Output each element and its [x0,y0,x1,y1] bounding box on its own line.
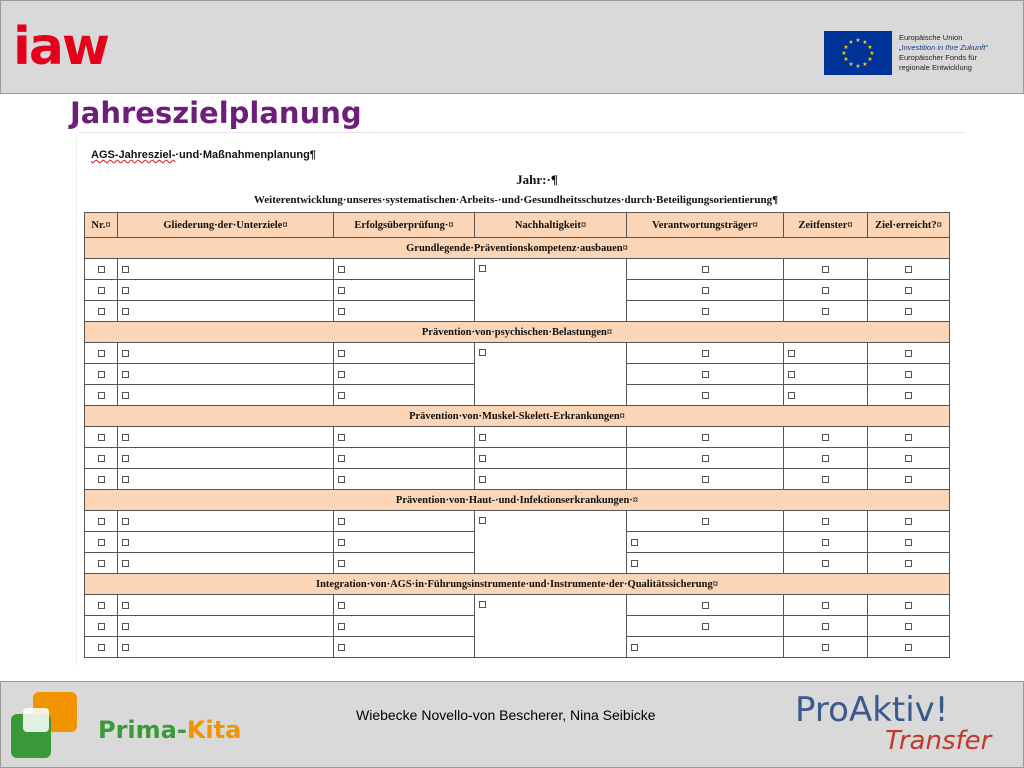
cell-marker [98,539,105,546]
year-label: Jahr:·¶ [516,172,558,187]
footer-authors: Wiebecke Novello-von Bescherer, Nina Seibicke [356,707,656,723]
table-cell [627,280,784,301]
cell-marker [98,287,105,294]
table-cell [334,532,475,553]
table-cell [627,259,784,280]
cell-marker [905,266,912,273]
cell-marker [788,350,795,357]
table-cell [868,616,950,637]
table-cell [85,259,118,280]
svg-text:★: ★ [862,61,868,68]
eu-line: „Investition in Ihre Zukunft“ [899,43,988,52]
table-cell [868,427,950,448]
section-title: Prävention·von·psychischen·Belastungen¤ [85,322,950,343]
table-cell [627,637,784,658]
column-header: Ziel·erreicht?¤ [868,213,950,238]
cell-marker [905,518,912,525]
cell-marker [122,308,129,315]
cell-marker [98,602,105,609]
cell-marker [702,518,709,525]
table-cell [627,427,784,448]
section-row [85,406,950,427]
svg-text:★: ★ [867,56,873,63]
column-header: Nr.¤ [85,213,118,238]
table-cell [334,364,475,385]
table-cell [118,553,334,574]
heading-part: ·und·Maßnahmenplanung¶ [175,149,316,161]
cell-marker [338,434,345,441]
table-cell [868,469,950,490]
table-cell [868,553,950,574]
cell-marker [702,350,709,357]
column-header: Gliederung·der·Unterziele¤ [118,213,334,238]
table-cell [784,637,868,658]
table-cell [334,427,475,448]
cell-marker [338,539,345,546]
section-title: Grundlegende·Präventionskompetenz·ausbauen¤ [85,238,950,259]
column-header: Erfolgsüberprüfung·¤ [334,213,475,238]
table-cell [784,532,868,553]
header-bar [0,0,1024,94]
cell-marker [702,476,709,483]
table-cell [784,259,868,280]
cell-marker [122,371,129,378]
svg-text:★: ★ [862,39,868,46]
cell-marker [98,518,105,525]
cell-marker [702,623,709,630]
cell-marker [702,308,709,315]
cell-marker [822,266,829,273]
cell-marker [338,392,345,399]
table-cell [118,448,334,469]
column-header: Zeitfenster¤ [784,213,868,238]
iaw-logo: iaw [13,17,108,77]
table-cell [784,364,868,385]
table-cell [334,553,475,574]
cell-marker [905,455,912,462]
table-cell [85,343,118,364]
cell-marker [122,266,129,273]
cell-marker [122,623,129,630]
heading-part: AGS-Jahresziel- [91,149,176,161]
cell-marker [98,392,105,399]
cell-marker [905,434,912,441]
table-cell [85,532,118,553]
table-cell [627,595,784,616]
table-cell [784,427,868,448]
cell-marker [702,455,709,462]
table-row [85,595,950,616]
cell-marker [702,371,709,378]
cell-marker [338,308,345,315]
cell-marker [338,455,345,462]
cell-marker [98,308,105,315]
cell-marker [822,455,829,462]
cell-marker [822,560,829,567]
table-cell [627,553,784,574]
table-cell [118,385,334,406]
page-title: Jahreszielplanung [70,96,362,130]
table-row [85,259,950,280]
cell-marker [122,644,129,651]
cell-marker [822,539,829,546]
cell-marker [905,392,912,399]
table-cell [334,259,475,280]
cell-marker [98,266,105,273]
table-cell [85,427,118,448]
wordmark-part: Prima- [98,716,187,744]
table-cell [627,364,784,385]
table-cell [784,280,868,301]
column-header: Nachhaltigkeit¤ [475,213,627,238]
cell-marker [822,518,829,525]
svg-text:★: ★ [841,50,847,57]
cell-marker [338,371,345,378]
table-cell [627,469,784,490]
table-cell [85,616,118,637]
table-cell [334,637,475,658]
cell-marker [905,287,912,294]
table-cell [627,511,784,532]
table-cell [334,616,475,637]
svg-text:★: ★ [843,44,849,51]
table-cell [627,343,784,364]
table-cell [627,301,784,322]
cell-marker [702,287,709,294]
cell-marker [479,265,486,272]
section-row [85,490,950,511]
cell-marker [822,644,829,651]
table-cell [334,511,475,532]
table-cell [475,511,627,574]
eu-funding-text [899,33,988,73]
cell-marker [122,392,129,399]
cell-marker [122,350,129,357]
svg-text:★: ★ [843,56,849,63]
table-cell [118,343,334,364]
cell-marker [338,350,345,357]
table-cell [118,595,334,616]
cell-marker [338,560,345,567]
table-cell [118,469,334,490]
cell-marker [479,601,486,608]
table-cell [118,616,334,637]
cell-marker [822,434,829,441]
svg-text:★: ★ [848,61,854,68]
cell-marker [788,392,795,399]
section-row [85,238,950,259]
cell-marker [122,560,129,567]
table-cell [334,343,475,364]
section-row [85,574,950,595]
table-cell [784,448,868,469]
cell-marker [905,644,912,651]
table-cell [784,616,868,637]
cell-marker [98,476,105,483]
cell-marker [122,455,129,462]
table-cell [784,385,868,406]
table-cell [118,364,334,385]
table-cell [85,448,118,469]
cell-marker [122,287,129,294]
table-cell [334,448,475,469]
cell-marker [822,602,829,609]
table-cell [868,448,950,469]
cell-marker [98,371,105,378]
eu-line: regionale Entwicklung [899,63,972,72]
table-cell [784,511,868,532]
table-cell [868,301,950,322]
cell-marker [702,434,709,441]
table-cell [334,280,475,301]
table-cell [85,511,118,532]
cell-marker [479,517,486,524]
cell-marker [338,644,345,651]
table-row [85,511,950,532]
svg-text:★: ★ [867,44,873,51]
cell-marker [98,560,105,567]
cell-marker [338,518,345,525]
table-cell [868,385,950,406]
table-header-row [85,213,950,238]
table-cell [784,301,868,322]
cell-marker [122,476,129,483]
table-cell [868,259,950,280]
table-cell [118,427,334,448]
cell-marker [122,602,129,609]
table-cell [868,532,950,553]
cell-marker [905,602,912,609]
cell-marker [702,392,709,399]
table-cell [334,469,475,490]
table-cell [784,469,868,490]
table-cell [85,595,118,616]
table-cell [118,637,334,658]
table-row [85,343,950,364]
cell-marker [338,266,345,273]
cell-marker [905,623,912,630]
cell-marker [479,349,486,356]
cell-marker [631,644,638,651]
cell-marker [338,476,345,483]
table-cell [784,553,868,574]
table-cell [868,343,950,364]
eu-line: Europäischer Fonds für [899,53,977,62]
cell-marker [631,560,638,567]
table-cell [475,343,627,406]
table-cell [868,280,950,301]
table-cell [118,301,334,322]
table-cell [868,511,950,532]
cell-marker [702,266,709,273]
table-cell [475,259,627,322]
table-cell [627,532,784,553]
section-row [85,322,950,343]
table-cell [85,385,118,406]
cell-marker [905,371,912,378]
cell-marker [98,623,105,630]
table-cell [334,595,475,616]
table-cell [784,343,868,364]
svg-text:★: ★ [869,50,875,57]
table-cell [118,280,334,301]
table-cell [475,469,627,490]
cell-marker [905,560,912,567]
prima-kita-wordmark [98,716,241,744]
cell-marker [479,476,486,483]
table-cell [627,385,784,406]
table-cell [118,511,334,532]
table-cell [784,595,868,616]
cell-marker [788,371,795,378]
table-cell [85,301,118,322]
cell-marker [338,623,345,630]
svg-text:★: ★ [855,37,861,44]
cell-marker [905,308,912,315]
table-row [85,427,950,448]
cell-marker [479,455,486,462]
table-cell [868,637,950,658]
svg-text:★: ★ [848,39,854,46]
cell-marker [122,434,129,441]
cell-marker [98,350,105,357]
cell-marker [479,434,486,441]
section-title: Integration·von·AGS·in·Führungsinstrumente·und·Instrumente·der·Qualitätssicherung¤ [85,574,950,595]
table-cell [85,553,118,574]
document-border [76,134,77,666]
prima-kita-logo-icon [9,688,87,762]
transfer-logo: Transfer [885,726,992,756]
document-subtitle: Weiterentwicklung·unseres·systematischen·Arbeits-·und·Gesundheitsschutzes·durch·Beteiligungsorientierung¶ [253,194,779,206]
table-cell [85,469,118,490]
table-cell [118,532,334,553]
table-cell [868,364,950,385]
wordmark-part: Kita [186,716,242,744]
section-title: Prävention·von·Haut-·und·Infektionserkrankungen·¤ [85,490,950,511]
planning-table [84,212,950,658]
table-cell [85,364,118,385]
table-row [85,448,950,469]
column-header: Verantwortungsträger¤ [627,213,784,238]
svg-text:★: ★ [855,63,861,70]
cell-marker [122,539,129,546]
cell-marker [905,350,912,357]
cell-marker [98,455,105,462]
cell-marker [822,308,829,315]
table-cell [475,595,627,658]
cell-marker [822,623,829,630]
proaktiv-logo: ProAktiv! [795,690,949,730]
cell-marker [98,434,105,441]
table-row [85,469,950,490]
cell-marker [822,476,829,483]
document-border [78,132,966,133]
cell-marker [702,602,709,609]
table-cell [118,259,334,280]
document-heading [91,149,316,161]
cell-marker [98,644,105,651]
table-cell [627,448,784,469]
cell-marker [905,539,912,546]
table-cell [334,301,475,322]
table-cell [627,616,784,637]
cell-marker [122,518,129,525]
section-title: Prävention·von·Muskel-Skelett-Erkrankungen¤ [85,406,950,427]
cell-marker [905,476,912,483]
table-cell [868,595,950,616]
table-cell [334,385,475,406]
cell-marker [822,287,829,294]
cell-marker [338,602,345,609]
table-cell [85,637,118,658]
eu-line: Europäische Union [899,33,963,42]
table-cell [475,427,627,448]
table-cell [85,280,118,301]
eu-flag-icon [824,31,892,75]
table-cell [475,448,627,469]
cell-marker [338,287,345,294]
cell-marker [631,539,638,546]
